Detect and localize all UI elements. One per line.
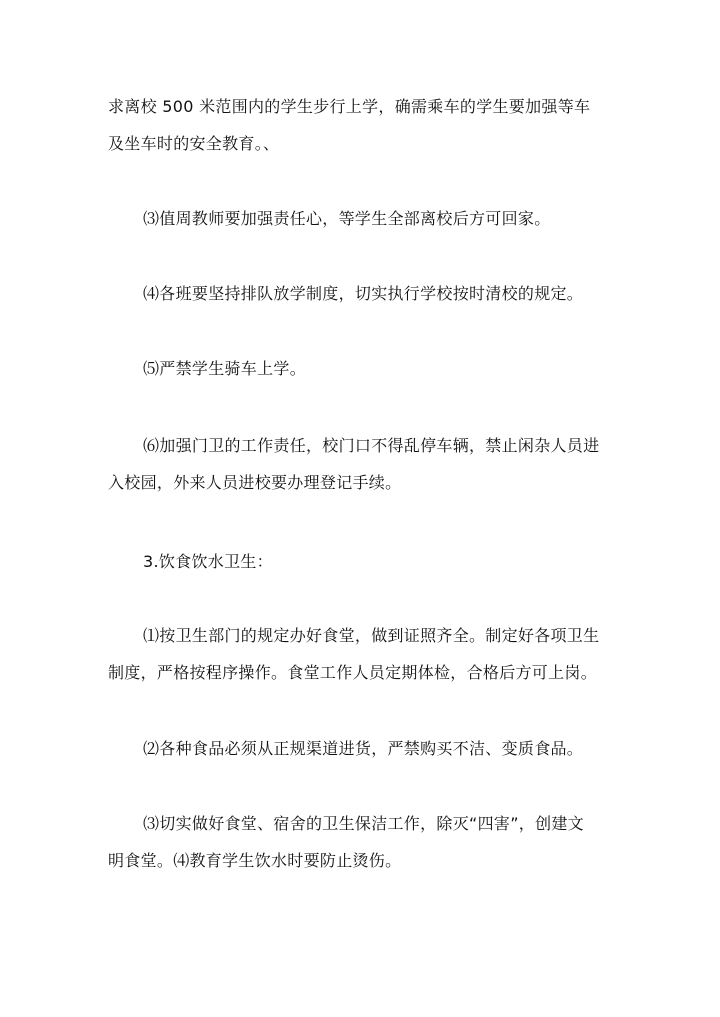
paragraph-line: 制度，严格按程序操作。食堂工作人员定期体检，合格后方可上岗。 <box>108 663 598 682</box>
paragraph-line: 求离校 500 米范围内的学生步行上学，确需乘车的学生要加强等车 <box>108 97 591 116</box>
paragraph-line: ⑷各班要坚持排队放学制度，切实执行学校按时清校的规定。 <box>143 284 584 303</box>
paragraph-canteen-rules <box>108 617 628 691</box>
paragraph-line: 明食堂。⑷教育学生饮水时要防止烫伤。 <box>108 851 402 870</box>
paragraph-line: 及坐车时的安全教育。、 <box>108 134 280 153</box>
paragraph-line: ⑶值周教师要加强责任心，等学生全部离校后方可回家。 <box>143 209 551 228</box>
paragraph-no-cycling <box>108 350 628 387</box>
paragraph-line: ⑵各种食品必须从正规渠道进货，严禁购买不洁、变质食品。 <box>143 739 584 758</box>
paragraph-line: ⑹加强门卫的工作责任，校门口不得乱停车辆，禁止闲杂人员进 <box>143 436 600 455</box>
paragraph-gate-guard <box>108 427 628 501</box>
section-heading-food-water-hygiene <box>108 543 628 580</box>
paragraph-line: 3.饮食饮水卫生： <box>143 552 273 571</box>
paragraph-duty-teacher <box>108 200 628 237</box>
paragraph-line: ⑸严禁学生骑车上学。 <box>143 359 307 378</box>
paragraph-line: 入校园，外来人员进校要办理登记手续。 <box>108 473 402 492</box>
paragraph-line: ⑶切实做好食堂、宿舍的卫生保洁工作，除灭“四害”，创建文 <box>143 814 584 833</box>
paragraph-food-sourcing <box>108 730 628 767</box>
paragraph-walking-to-school <box>108 88 628 162</box>
paragraph-canteen-cleaning <box>108 805 628 879</box>
paragraph-queue-dismissal <box>108 275 628 312</box>
paragraph-line: ⑴按卫生部门的规定办好食堂，做到证照齐全。制定好各项卫生 <box>143 626 600 645</box>
